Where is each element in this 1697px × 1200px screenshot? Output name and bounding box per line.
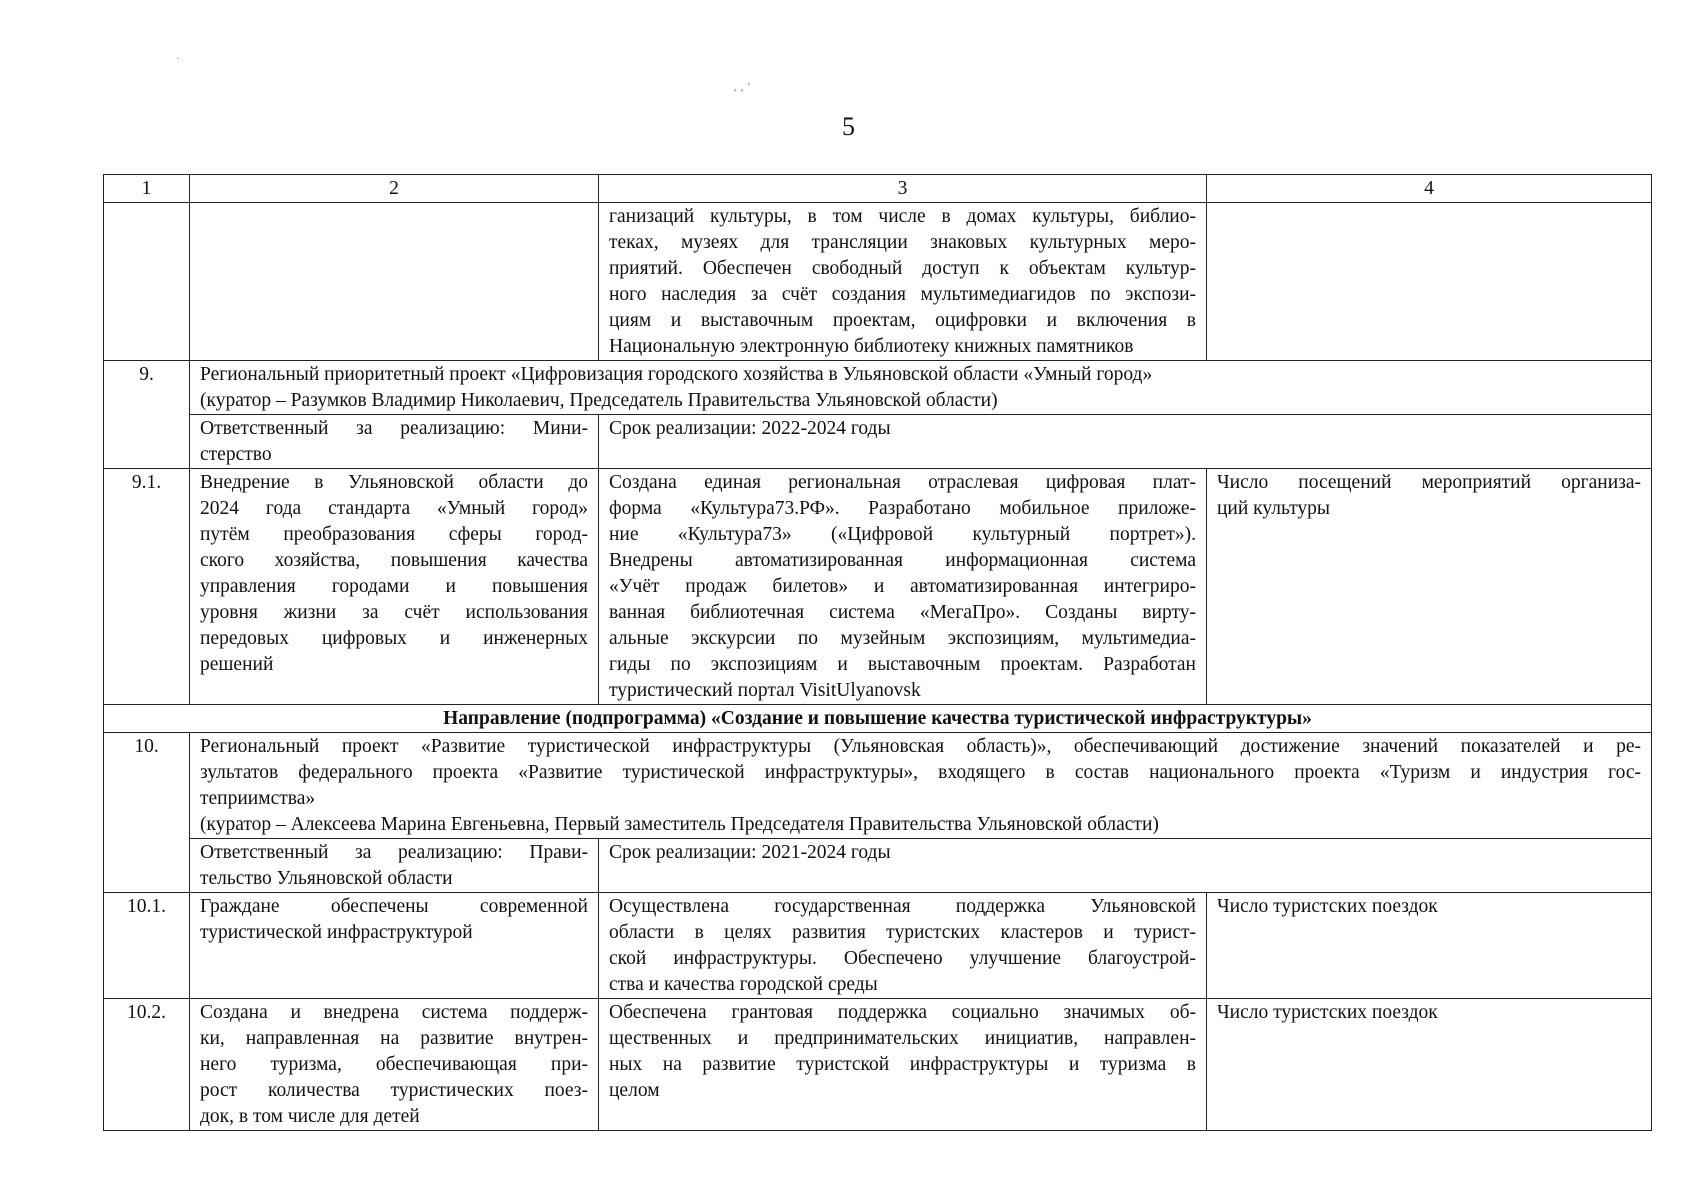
table-row-10-responsible [104, 839, 1652, 893]
scan-speck: · [176, 51, 180, 65]
table-row-10-2 [104, 999, 1652, 1131]
page-number: 5 [842, 112, 855, 141]
table-row-10-title [104, 733, 1652, 839]
header-col-1: 1 [104, 175, 190, 203]
scan-speck: ‚ ‚ ‘ [733, 79, 751, 93]
row-number: 10. [104, 733, 190, 893]
header-col-4: 4 [1207, 175, 1652, 203]
table-row-10-1 [104, 893, 1652, 999]
result-text: Создана и внедрена система поддерж- ки, направленная на развитие внутрен- него туризма, обеспечивающая при- рост количества туристических поез- док, в том числе для детей [190, 999, 599, 1131]
section-heading: Направление (подпрограмма) «Создание и повышение качества туристической инфраструктуры» [104, 705, 1652, 733]
section-heading-row [104, 705, 1652, 733]
indicator-text: Число туристских поездок [1207, 999, 1652, 1131]
indicator-text: Число посещений мероприятий организа- ций культуры [1207, 469, 1652, 705]
table-row-continuation [104, 203, 1652, 361]
table-header-row [104, 175, 1652, 203]
project-title: Региональный приоритетный проект «Цифровизация городского хозяйства в Ульяновской области «Умный город» (куратор – Разумков Владимир Николаевич, Председатель Правительства Ульяновской области) [190, 361, 1652, 415]
responsible-text: Ответственный за реализацию: Прави- тельство Ульяновской области [190, 839, 599, 893]
characteristic-text: Обеспечена грантовая поддержка социально значимых об- щественных и предпринимательских инициатив, направлен- ных на развитие туристской инфраструктуры и туризма в целом [599, 999, 1207, 1131]
header-col-3: 3 [599, 175, 1207, 203]
responsible-text: Ответственный за реализацию: Мини- стерство [190, 415, 599, 469]
row-number: 9. [104, 361, 190, 469]
characteristic-text: Создана единая региональная отраслевая цифровая плат- форма «Культура73.РФ». Разработано мобильное приложе- ние «Культура73» («Цифровой культурный портрет»). Внедрены автоматизированная информационная система «Учёт продаж билетов» и автоматизированная интегриро- ванная библиотечная система «МегаПро». Созданы вирту- альные экскурсии по музейным экспозициям, мультимедиа- гиды по экспозициям и выставочным проектам. Разработан туристический портал VisitUlyanovsk [599, 469, 1207, 705]
row-number: 9.1. [104, 469, 190, 705]
result-text: Граждане обеспечены современной туристической инфраструктурой [190, 893, 599, 999]
table-row-9-1 [104, 469, 1652, 705]
document-table [103, 174, 1652, 1131]
header-col-2: 2 [190, 175, 599, 203]
term-text: Срок реализации: 2022-2024 годы [599, 415, 1652, 469]
row-number: 10.2. [104, 999, 190, 1131]
table-row-9-title [104, 361, 1652, 415]
characteristic-text: Осуществлена государственная поддержка Ульяновской области в целях развития туристских кластеров и турист- ской инфраструктуры. Обеспечено улучшение благоустрой- ства и качества городской среды [599, 893, 1207, 999]
term-text: Срок реализации: 2021-2024 годы [599, 839, 1652, 893]
project-title: Региональный проект «Развитие туристической инфраструктуры (Ульяновская область)», обеспечивающий достижение значений показателей и ре- зультатов федерального проекта «Развитие туристической инфраструктуры», входящего в состав национального проекта «Туризм и индустрия гос- теприимства» (куратор – Алексеева Марина Евгеньевна, Первый заместитель Председателя Правительства Ульяновской области) [190, 733, 1652, 839]
table-row-9-responsible [104, 415, 1652, 469]
continuation-text: ганизаций культуры, в том числе в домах культуры, библио- теках, музеях для трансляции знаковых культурных меро- приятий. Обеспечен свободный доступ к объектам культур- ного наследия за счёт создания мультимедиагидов по экспози- циям и выставочным проектам, оцифровки и включения в Национальную электронную библиотеку книжных памятников [599, 203, 1207, 361]
result-text: Внедрение в Ульяновской области до 2024 года стандарта «Умный город» путём преобразования сферы город- ского хозяйства, повышения качества управления городами и повышения уровня жизни за счёт использования передовых цифровых и инженерных решений [190, 469, 599, 705]
indicator-text: Число туристских поездок [1207, 893, 1652, 999]
row-number: 10.1. [104, 893, 190, 999]
